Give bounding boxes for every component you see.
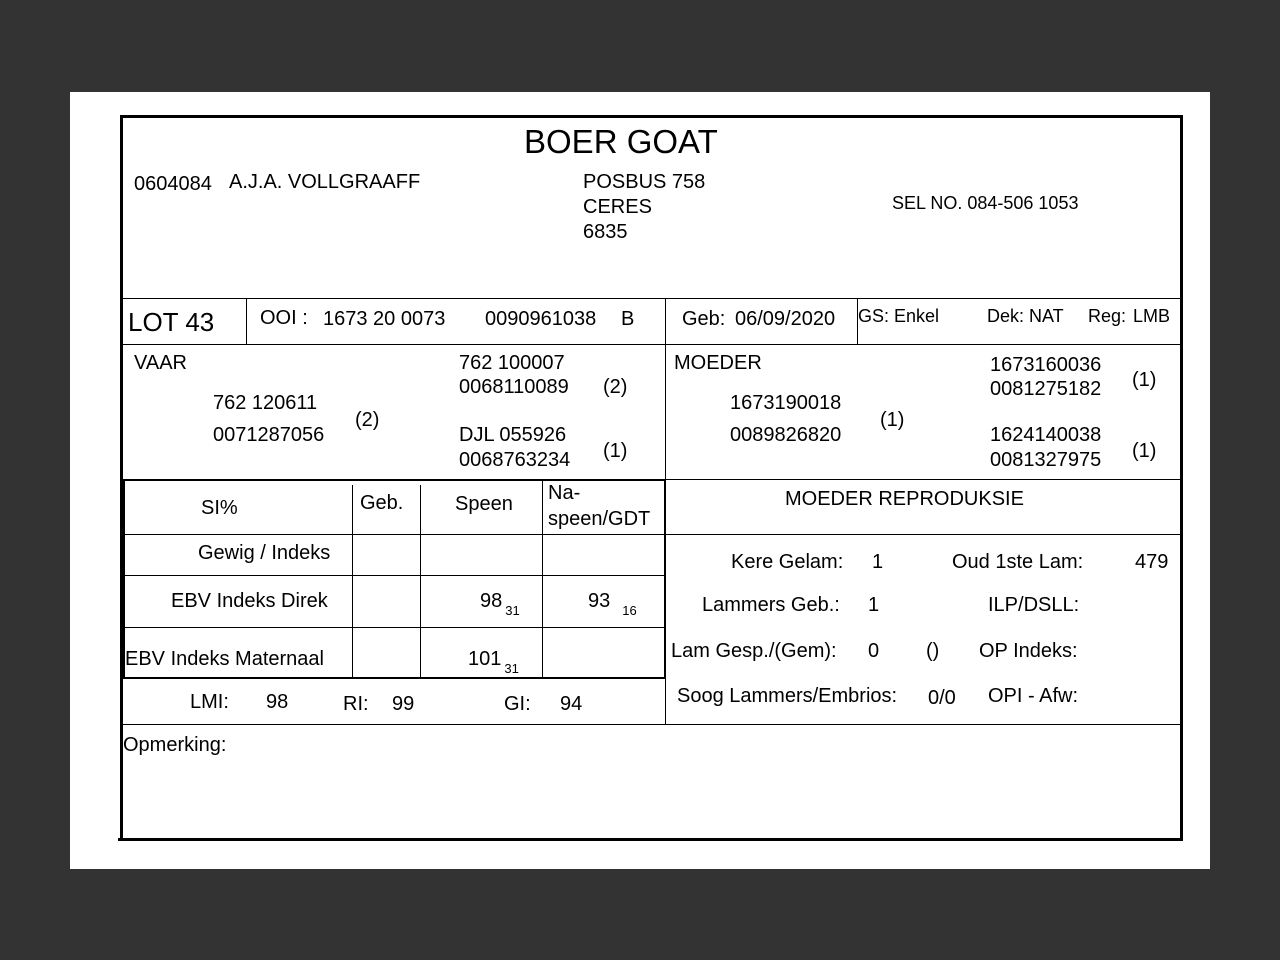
dam-label: MOEDER	[674, 352, 762, 374]
op-index-label: OP Indeks:	[979, 640, 1078, 662]
sire-tag: 0071287056	[213, 424, 325, 446]
row-label: Gewig / Indeks	[198, 542, 331, 564]
rule	[664, 481, 666, 679]
column-header: speen/GDT	[548, 508, 651, 530]
rule	[352, 485, 353, 679]
row-label: EBV Indeks Direk	[171, 590, 328, 612]
opi-label: OPI - Afw:	[988, 685, 1079, 707]
address-line: CERES	[583, 196, 652, 218]
row-label: EBV Indeks Maternaal	[125, 648, 324, 670]
remarks-label: Opmerking:	[123, 734, 227, 756]
paternal-grandsire-id: 762 100007	[459, 352, 565, 374]
paternal-granddam-id: DJL 055926	[459, 424, 567, 446]
suckling-value: 0/0	[928, 687, 956, 709]
rule	[122, 724, 1180, 725]
maternal-grandsire-count: (1)	[1132, 369, 1157, 391]
frame-left	[120, 115, 123, 841]
lambs-born-value: 1	[868, 594, 880, 616]
maternal-granddam-id: 1624140038	[990, 424, 1102, 446]
maternal-grandsire-id: 1673160036	[990, 354, 1102, 376]
rule	[122, 677, 665, 679]
ri-label: RI:	[343, 693, 369, 715]
rule	[122, 575, 665, 576]
lambs-weaned-label: Lam Gesp./(Gem):	[671, 640, 837, 662]
rule	[122, 344, 1180, 345]
rule	[420, 485, 421, 679]
birth-status: GS: Enkel	[858, 306, 940, 326]
column-header: SI%	[201, 497, 238, 519]
paternal-grandsire-count: (2)	[603, 376, 628, 398]
dam-count: (1)	[880, 409, 905, 431]
mating-type: Dek: NAT	[987, 306, 1064, 326]
sire-label: VAAR	[134, 352, 187, 374]
dam-id: 1673190018	[730, 392, 842, 414]
frame-right	[1180, 115, 1183, 841]
rule	[122, 298, 1180, 299]
ri-value: 99	[392, 693, 415, 715]
kids-born-value: 1	[872, 551, 884, 573]
rule	[122, 627, 665, 628]
frame-bottom	[118, 838, 1183, 841]
address-line: POSBUS 758	[583, 171, 706, 193]
ebv-direct-weaning: 98 $_{31}$	[480, 590, 520, 618]
gi-value: 94	[560, 693, 583, 715]
lambs-weaned-value: 0	[868, 640, 880, 662]
sire-count: (2)	[355, 409, 380, 431]
sale-card	[70, 92, 1210, 869]
ooi-tag: 0090961038	[485, 308, 597, 330]
sel-number: SEL NO. 084-506 1053	[892, 193, 1079, 213]
paternal-granddam-tag: 0068763234	[459, 449, 571, 471]
rule	[122, 534, 1180, 535]
registration-label: Reg:	[1088, 306, 1127, 326]
ilp-label: ILP/DSLL:	[988, 594, 1080, 616]
breeder-name: A.J.A. VOLLGRAAFF	[229, 171, 421, 193]
rule	[246, 298, 247, 344]
age-first-kid-value: 479	[1135, 551, 1169, 573]
registration-value: LMB	[1133, 306, 1171, 326]
dam-tag: 0089826820	[730, 424, 842, 446]
paternal-granddam-count: (1)	[603, 440, 628, 462]
maternal-granddam-count: (1)	[1132, 440, 1157, 462]
ooi-id: 1673 20 0073	[323, 308, 446, 330]
gi-label: GI:	[504, 693, 531, 715]
sire-id: 762 120611	[213, 392, 318, 414]
rule	[542, 481, 543, 679]
ebv-maternal-weaning: 101 $_{31}$	[468, 648, 519, 676]
suckling-label: Soog Lammers/Embrios:	[677, 685, 898, 707]
ooi-label: OOI :	[260, 307, 308, 329]
lambs-weaned-average: ()	[926, 640, 940, 662]
column-header: Speen	[455, 493, 513, 515]
maternal-grandsire-tag: 0081275182	[990, 378, 1102, 400]
lambs-born-label: Lammers Geb.:	[702, 594, 840, 616]
maternal-granddam-tag: 0081327975	[990, 449, 1102, 471]
rule	[666, 479, 1180, 480]
breeder-code: 0604084	[134, 173, 212, 195]
lot-number: LOT 43	[128, 307, 215, 337]
column-header: Geb.	[360, 492, 404, 514]
ebv-direct-postweaning: 93 $_{16}$	[588, 590, 637, 618]
birth-label: Geb:	[682, 308, 726, 330]
column-header: Na-	[548, 482, 581, 504]
kids-born-label: Kere Gelam:	[731, 551, 844, 573]
frame-top	[120, 115, 1183, 118]
lmi-value: 98	[266, 691, 289, 713]
page-title: BOER GOAT	[524, 123, 718, 160]
birth-date: 06/09/2020	[735, 308, 836, 330]
lmi-label: LMI:	[190, 691, 229, 713]
age-first-kid-label: Oud 1ste Lam:	[952, 551, 1084, 573]
address-line: 6835	[583, 221, 628, 243]
rule	[122, 479, 665, 481]
reproduction-title: MOEDER REPRODUKSIE	[785, 488, 1024, 510]
paternal-grandsire-tag: 0068110089	[459, 376, 569, 398]
ooi-suffix: B	[621, 308, 635, 330]
